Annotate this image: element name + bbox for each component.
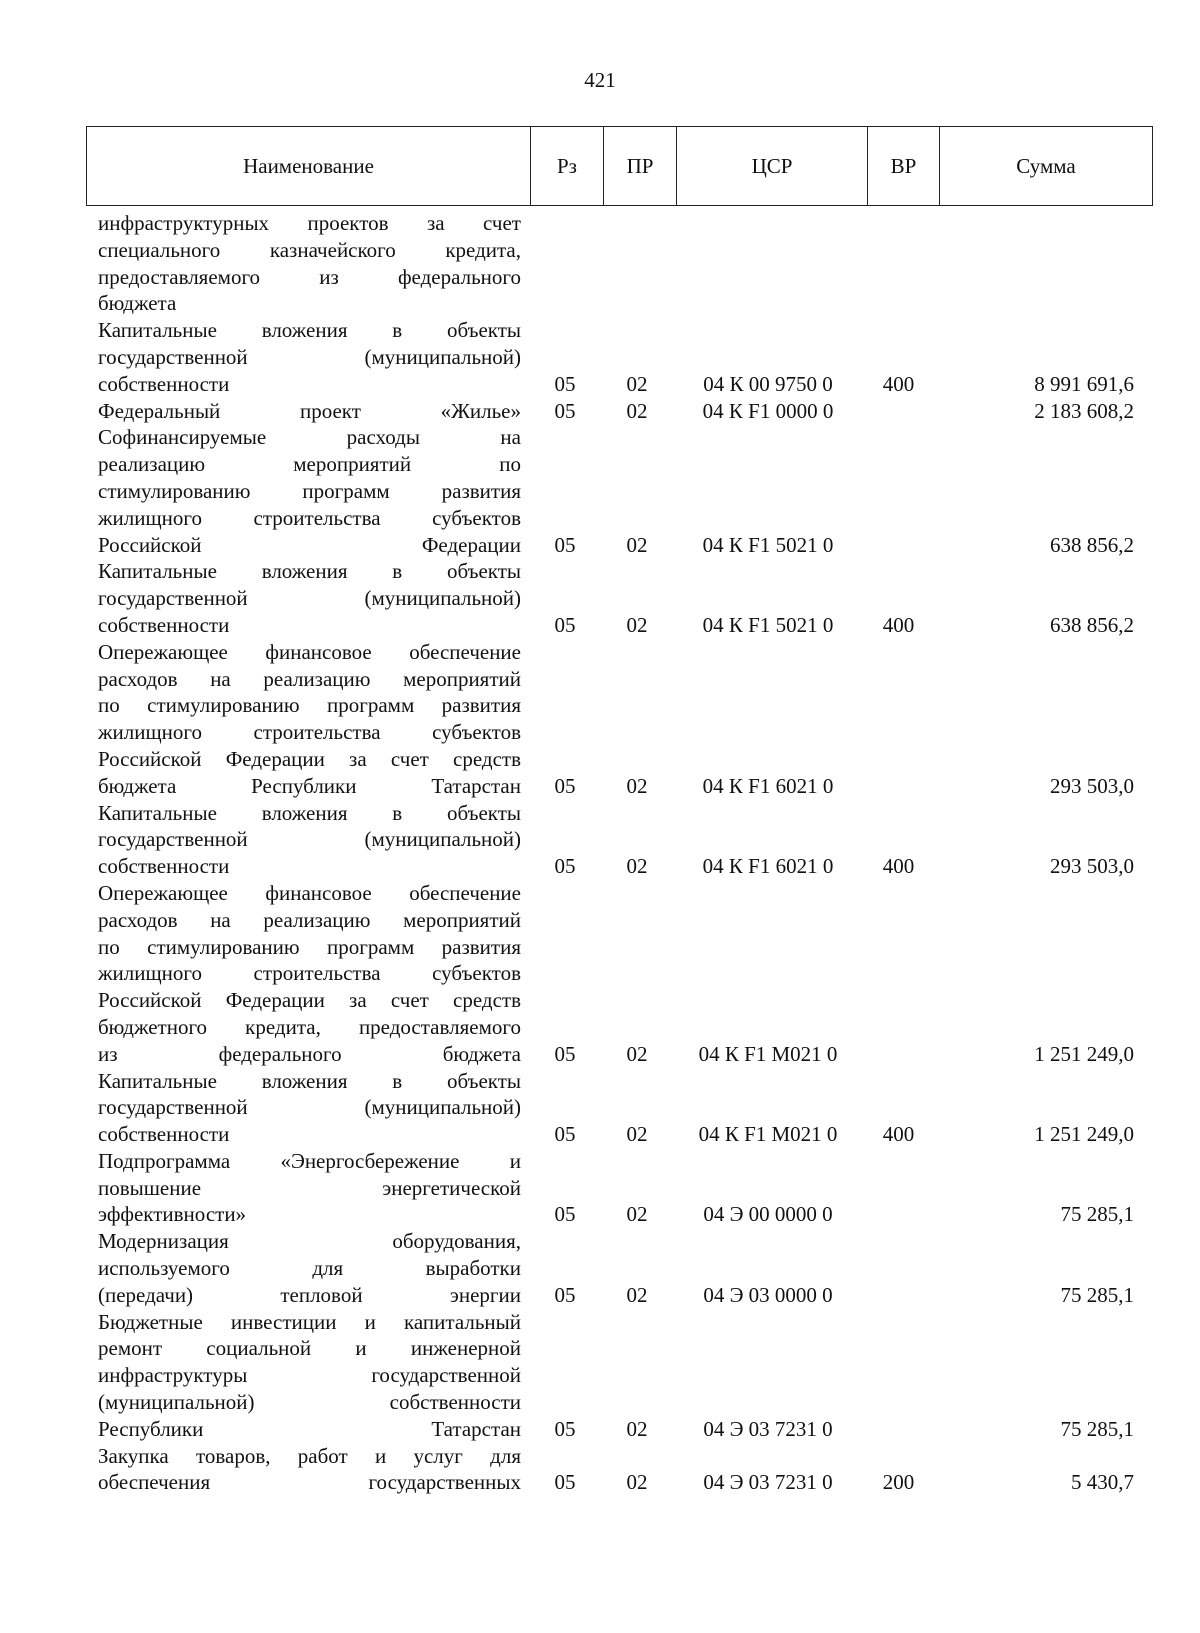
- row-csr: 04 К F1 5021 0: [702, 612, 834, 637]
- row-sum: 1 251 249,0: [1034, 1122, 1134, 1147]
- row-name: [86, 1068, 529, 1148]
- header-name: Наименование: [87, 127, 531, 206]
- row-pr: 02: [626, 1282, 648, 1307]
- row-name-line: по стимулированию программ развития: [98, 693, 521, 718]
- table-row: [86, 398, 1146, 425]
- row-name-line: эффективности»: [98, 1202, 247, 1227]
- row-name-line: расходов на реализацию мероприятий: [98, 907, 521, 932]
- table-row: [86, 880, 1146, 1068]
- row-name: [86, 800, 529, 880]
- row-name-line: собственности: [98, 854, 230, 879]
- row-name: [86, 880, 529, 1068]
- row-name: [86, 424, 529, 558]
- row-csr: 04 К F1 6021 0: [702, 854, 834, 879]
- row-name-line: жилищного строительства субъектов: [98, 961, 521, 986]
- row-name: [86, 1443, 529, 1497]
- row-sum: 638 856,2: [1050, 612, 1134, 637]
- row-sum: 2 183 608,2: [1034, 398, 1134, 423]
- table-row: [86, 639, 1146, 800]
- row-name-line: Опережающее финансовое обеспечение: [98, 880, 521, 905]
- row-name-line: бюджета: [98, 291, 177, 316]
- row-name-line: Опережающее финансовое обеспечение: [98, 639, 521, 664]
- row-csr: 04 К F1 М021 0: [698, 1041, 838, 1066]
- row-name: [86, 398, 529, 425]
- row-name-line: специального казначейского кредита,: [98, 237, 521, 262]
- row-sum: 5 430,7: [1071, 1470, 1134, 1495]
- table-row: [86, 317, 1146, 397]
- row-rz: 05: [554, 854, 576, 879]
- row-name-line: (муниципальной) собственности: [98, 1390, 521, 1415]
- row-sum: 75 285,1: [1060, 1202, 1134, 1227]
- row-rz: 05: [554, 1416, 576, 1441]
- row-csr: 04 Э 03 7231 0: [703, 1416, 833, 1441]
- row-name-line: реализацию мероприятий по: [98, 452, 521, 477]
- row-name: [86, 558, 529, 638]
- row-pr: 02: [626, 1416, 648, 1441]
- row-name-line: бюджетного кредита, предоставляемого: [98, 1014, 521, 1039]
- row-sum: 1 251 249,0: [1034, 1041, 1134, 1066]
- row-name-line: по стимулированию программ развития: [98, 934, 521, 959]
- row-name: [86, 1309, 529, 1443]
- row-name-line: Российской Федерации за счет средств: [98, 746, 521, 771]
- row-csr: 04 К F1 0000 0: [702, 398, 834, 423]
- row-name-line: Софинансируемые расходы на: [98, 425, 521, 450]
- row-csr: 04 К F1 М021 0: [698, 1122, 838, 1147]
- row-vr: 400: [882, 1122, 915, 1147]
- row-name: [86, 1148, 529, 1228]
- row-name-line: из федерального бюджета: [98, 1041, 521, 1066]
- row-name-line: расходов на реализацию мероприятий: [98, 666, 521, 691]
- row-name: [86, 1228, 529, 1308]
- row-name-line: бюджета Республики Татарстан: [98, 773, 521, 798]
- header-pr: ПР: [604, 127, 677, 206]
- row-name-line: Капитальные вложения в объекты: [98, 559, 521, 584]
- row-vr: 400: [882, 854, 915, 879]
- row-rz: 05: [554, 371, 576, 396]
- row-name: [86, 210, 529, 317]
- row-pr: 02: [626, 398, 648, 423]
- row-pr: 02: [626, 371, 648, 396]
- row-name-line: повышение энергетической: [98, 1175, 521, 1200]
- row-name-line: государственной (муниципальной): [98, 1095, 521, 1120]
- row-name-line: жилищного строительства субъектов: [98, 720, 521, 745]
- row-name: [86, 639, 529, 800]
- row-name-line: обеспечения государственных: [98, 1470, 521, 1495]
- row-name-line: государственной (муниципальной): [98, 827, 521, 852]
- row-rz: 05: [554, 1041, 576, 1066]
- row-name-line: инфраструктуры государственной: [98, 1363, 521, 1388]
- row-name-line: государственной (муниципальной): [98, 344, 521, 369]
- table-header: [86, 126, 1153, 206]
- table-row: [86, 1148, 1146, 1228]
- row-rz: 05: [554, 773, 576, 798]
- row-pr: 02: [626, 773, 648, 798]
- row-rz: 05: [554, 532, 576, 557]
- table-row: [86, 800, 1146, 880]
- page-number: 421: [584, 68, 616, 92]
- table-row: [86, 424, 1146, 558]
- row-name-line: Капитальные вложения в объекты: [98, 1068, 521, 1093]
- row-rz: 05: [554, 1470, 576, 1495]
- table-body: [86, 210, 1146, 1496]
- row-name-line: Федеральный проект «Жилье»: [98, 398, 521, 423]
- table-row: [86, 1309, 1146, 1443]
- row-vr: 400: [882, 612, 915, 637]
- row-csr: 04 Э 03 0000 0: [703, 1282, 833, 1307]
- row-name-line: предоставляемого из федерального: [98, 264, 521, 289]
- row-name: [86, 317, 529, 397]
- row-csr: 04 К 00 9750 0: [703, 371, 833, 396]
- row-name-line: Капитальные вложения в объекты: [98, 800, 521, 825]
- row-name-line: Закупка товаров, работ и услуг для: [98, 1443, 521, 1468]
- row-csr: 04 К F1 5021 0: [702, 532, 834, 557]
- row-rz: 05: [554, 1122, 576, 1147]
- row-name-line: Модернизация оборудования,: [98, 1229, 521, 1254]
- table-row: [86, 210, 1146, 317]
- table-row: [86, 1443, 1146, 1497]
- table-row: [86, 1228, 1146, 1308]
- row-rz: 05: [554, 1282, 576, 1307]
- row-name-line: Российской Федерации за счет средств: [98, 988, 521, 1013]
- row-sum: 638 856,2: [1050, 532, 1134, 557]
- row-pr: 02: [626, 612, 648, 637]
- row-pr: 02: [626, 532, 648, 557]
- row-name-line: собственности: [98, 612, 230, 637]
- header-rz: Рз: [531, 127, 604, 206]
- row-sum: 75 285,1: [1060, 1282, 1134, 1307]
- row-pr: 02: [626, 1041, 648, 1066]
- row-name-line: Бюджетные инвестиции и капитальный: [98, 1309, 521, 1334]
- row-name-line: ремонт социальной и инженерной: [98, 1336, 521, 1361]
- row-sum: 293 503,0: [1050, 773, 1134, 798]
- row-rz: 05: [554, 612, 576, 637]
- row-pr: 02: [626, 1470, 648, 1495]
- row-name-line: государственной (муниципальной): [98, 586, 521, 611]
- header-vr: ВР: [868, 127, 940, 206]
- row-rz: 05: [554, 398, 576, 423]
- row-name-line: Республики Татарстан: [98, 1416, 521, 1441]
- row-vr: 400: [882, 371, 915, 396]
- row-pr: 02: [626, 1202, 648, 1227]
- row-name-line: стимулированию программ развития: [98, 478, 521, 503]
- row-sum: 75 285,1: [1060, 1416, 1134, 1441]
- row-name-line: используемого для выработки: [98, 1256, 521, 1281]
- row-csr: 04 Э 00 0000 0: [703, 1202, 833, 1227]
- row-sum: 293 503,0: [1050, 854, 1134, 879]
- row-vr: 200: [882, 1470, 915, 1495]
- row-name-line: Подпрограмма «Энергосбережение и: [98, 1148, 521, 1173]
- row-name-line: Российской Федерации: [98, 532, 521, 557]
- header-sum: Сумма: [940, 127, 1153, 206]
- row-csr: 04 Э 03 7231 0: [703, 1470, 833, 1495]
- row-rz: 05: [554, 1202, 576, 1227]
- row-sum: 8 991 691,6: [1034, 371, 1134, 396]
- table-row: [86, 1068, 1146, 1148]
- row-name-line: Капитальные вложения в объекты: [98, 318, 521, 343]
- row-name-line: собственности: [98, 371, 230, 396]
- table-row: [86, 558, 1146, 638]
- row-name-line: инфраструктурных проектов за счет: [98, 211, 521, 235]
- row-csr: 04 К F1 6021 0: [702, 773, 834, 798]
- row-name-line: (передачи) тепловой энергии: [98, 1282, 521, 1307]
- row-name-line: жилищного строительства субъектов: [98, 505, 521, 530]
- row-name-line: собственности: [98, 1122, 230, 1147]
- row-pr: 02: [626, 1122, 648, 1147]
- header-csr: ЦСР: [677, 127, 868, 206]
- row-pr: 02: [626, 854, 648, 879]
